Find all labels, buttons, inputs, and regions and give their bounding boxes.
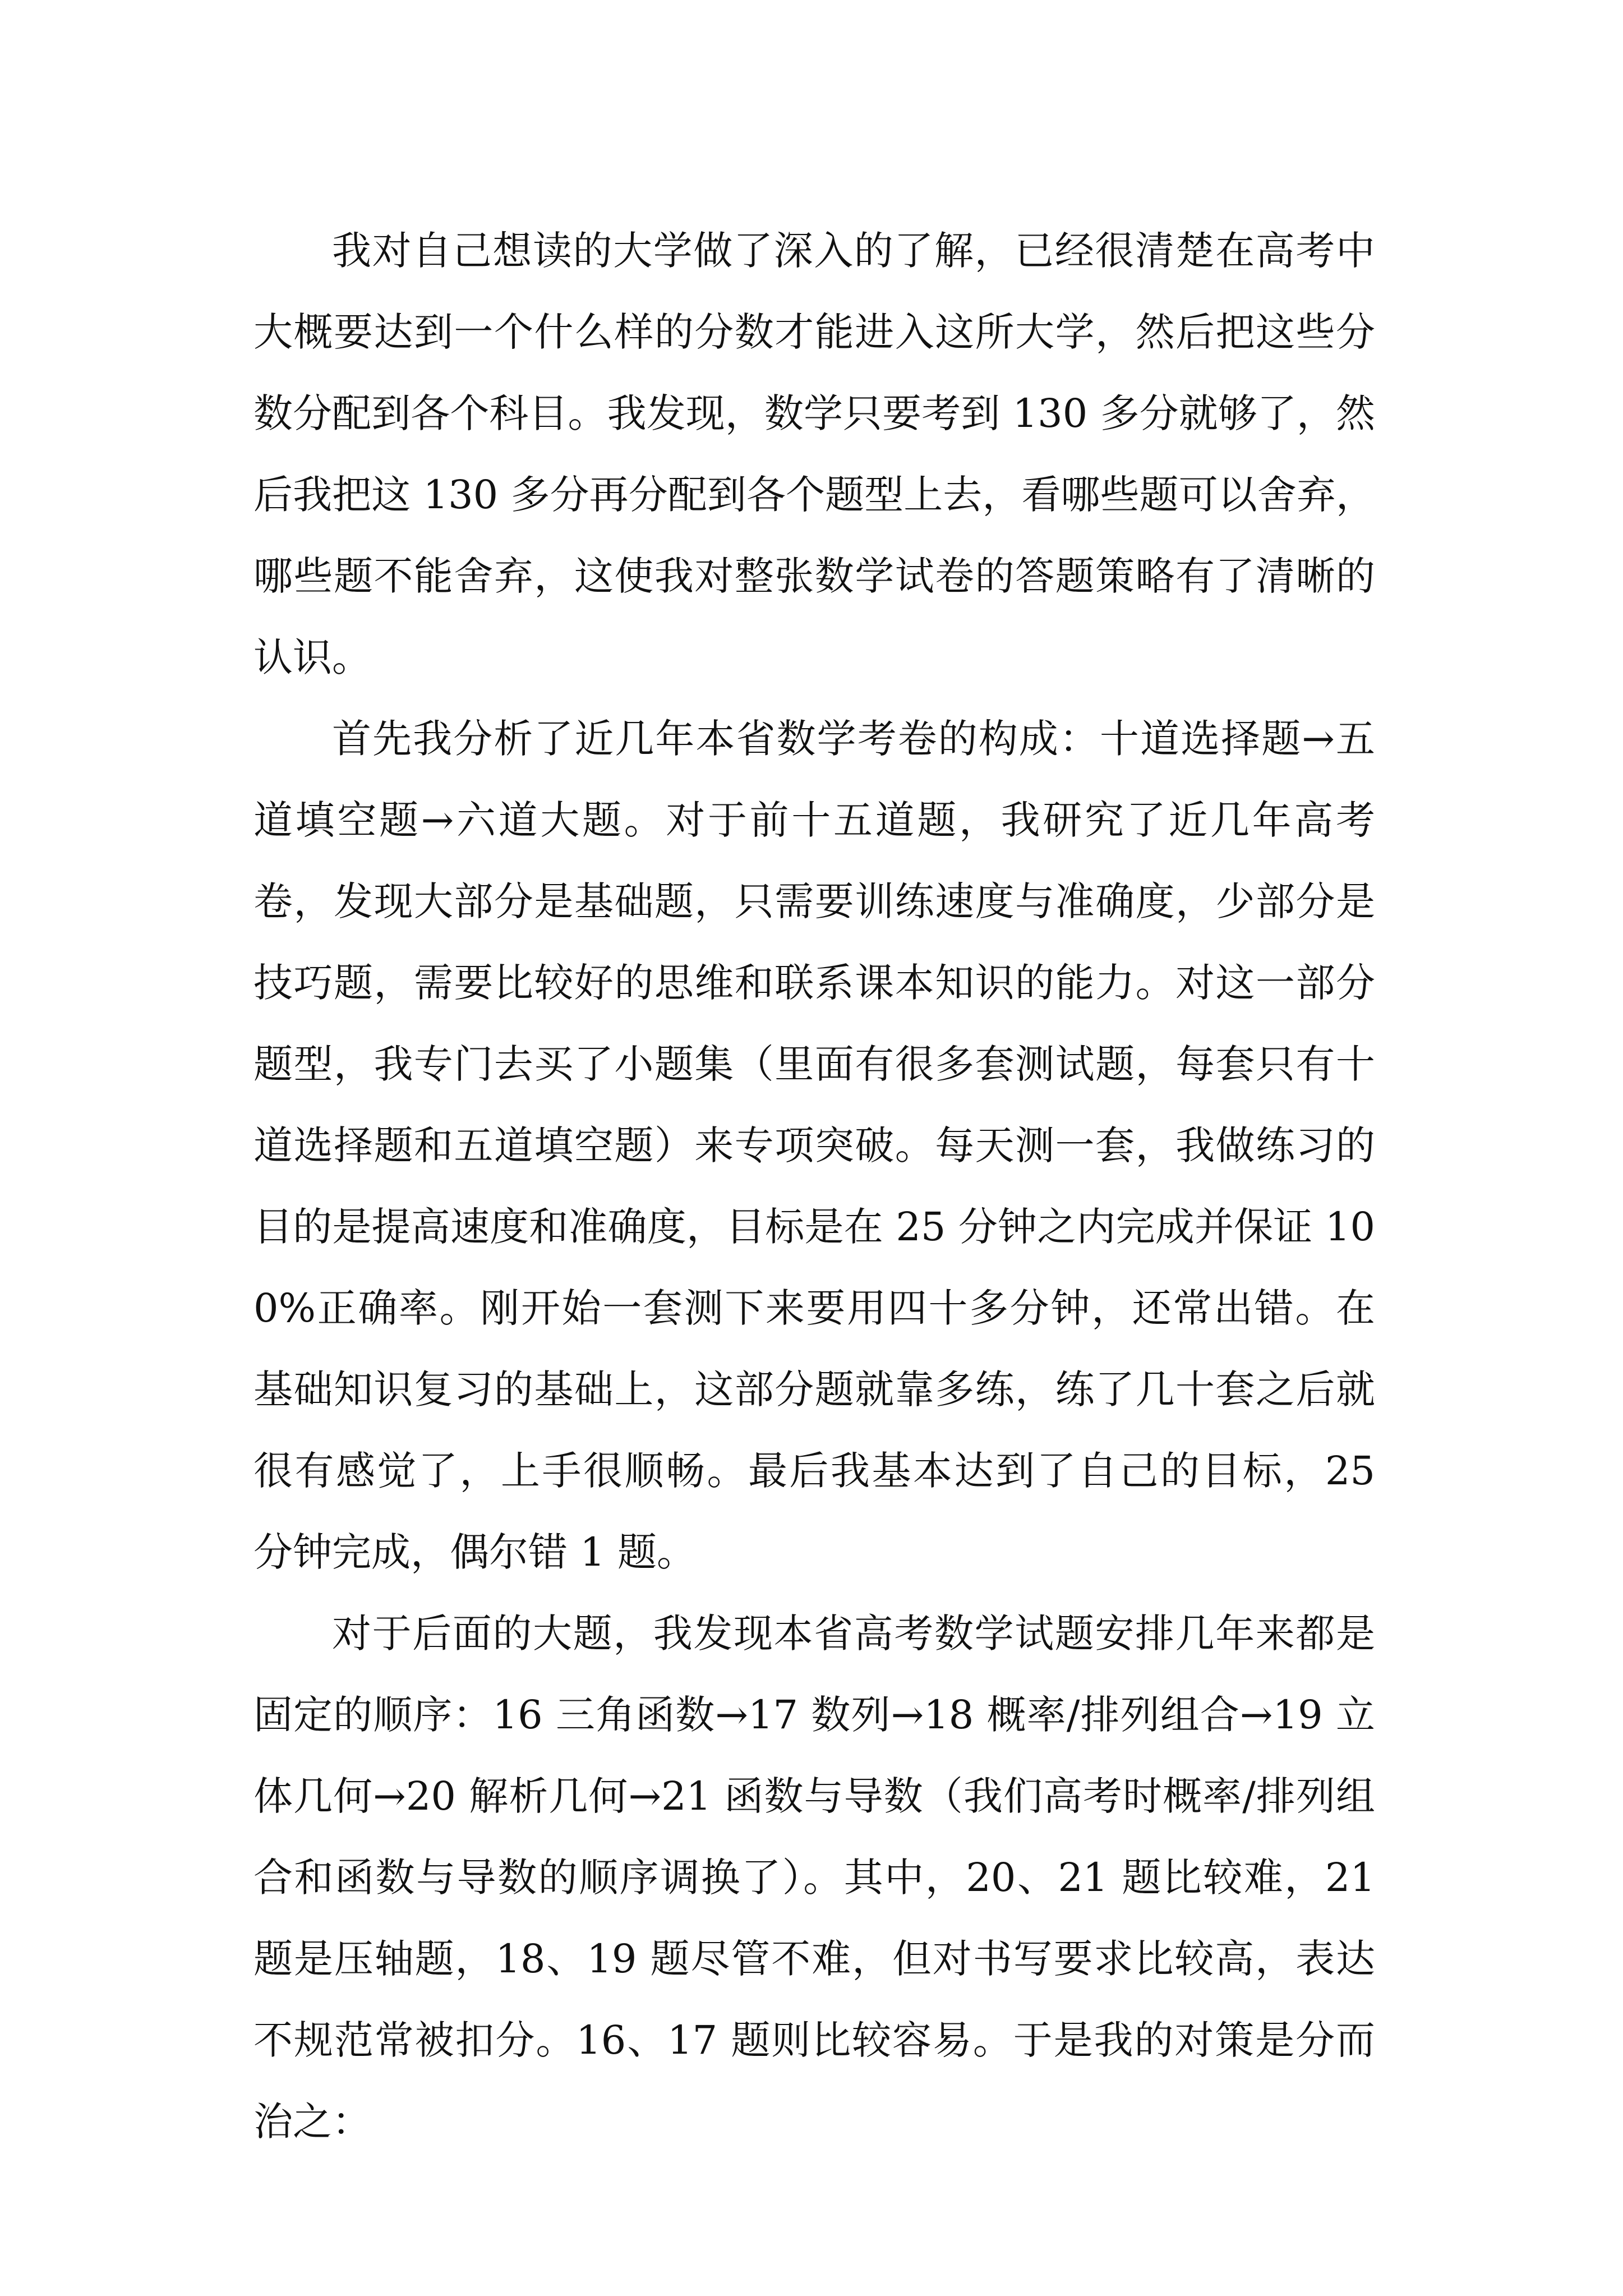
paragraph-2: 首先我分析了近几年本省数学考卷的构成：十道选择题→五道填空题→六道大题。对于前十五道题，我研究了近几年高考卷，发现大部分是基础题，只需要训练速度与准确度，少部分是技巧题，需要比较好的思维和联系课本知识的能力。对这一部分题型，我专门去买了小题集（里面有很多套测试题，每套只有十道选择题和五道填空题）来专项突破。每天测一套，我做练习的目的是提高速度和准确度，目标是在 25 分钟之内完成并保证 100%正确率。刚开始一套测下来要用四十多分钟，还常出错。在基础知识复习的基础上，这部分题就靠多练，练了几十套之后就很有感觉了，上手很顺畅。最后我基本达到了自己的目标，25 分钟完成，偶尔错 1 题。 [253, 716, 1375, 1575]
paragraph-3: 对于后面的大题，我发现本省高考数学试题安排几年来都是固定的顺序：16 三角函数→17 数列→18 概率/排列组合→19 立体几何→20 解析几何→21 函数与导数（我们高考时概率/排列组合和函数与导数的顺序调换了）。其中，20、21 题比较难，21 题是压轴题，18、19 题尽管不难，但对书写要求比较高，表达不规范常被扣分。16、17 题则比较容易。于是我的对策是分而治之： [253, 1611, 1375, 2145]
document-body [253, 210, 1375, 2162]
paragraph-1: 我对自己想读的大学做了深入的了解，已经很清楚在高考中大概要达到一个什么样的分数才能进入这所大学，然后把这些分数分配到各个科目。我发现，数学只要考到 130 多分就够了，然后我把这 130 多分再分配到各个题型上去，看哪些题可以舍弃，哪些题不能舍弃，这使我对整张数学试卷的答题策略有了清晰的认识。 [253, 228, 1375, 680]
